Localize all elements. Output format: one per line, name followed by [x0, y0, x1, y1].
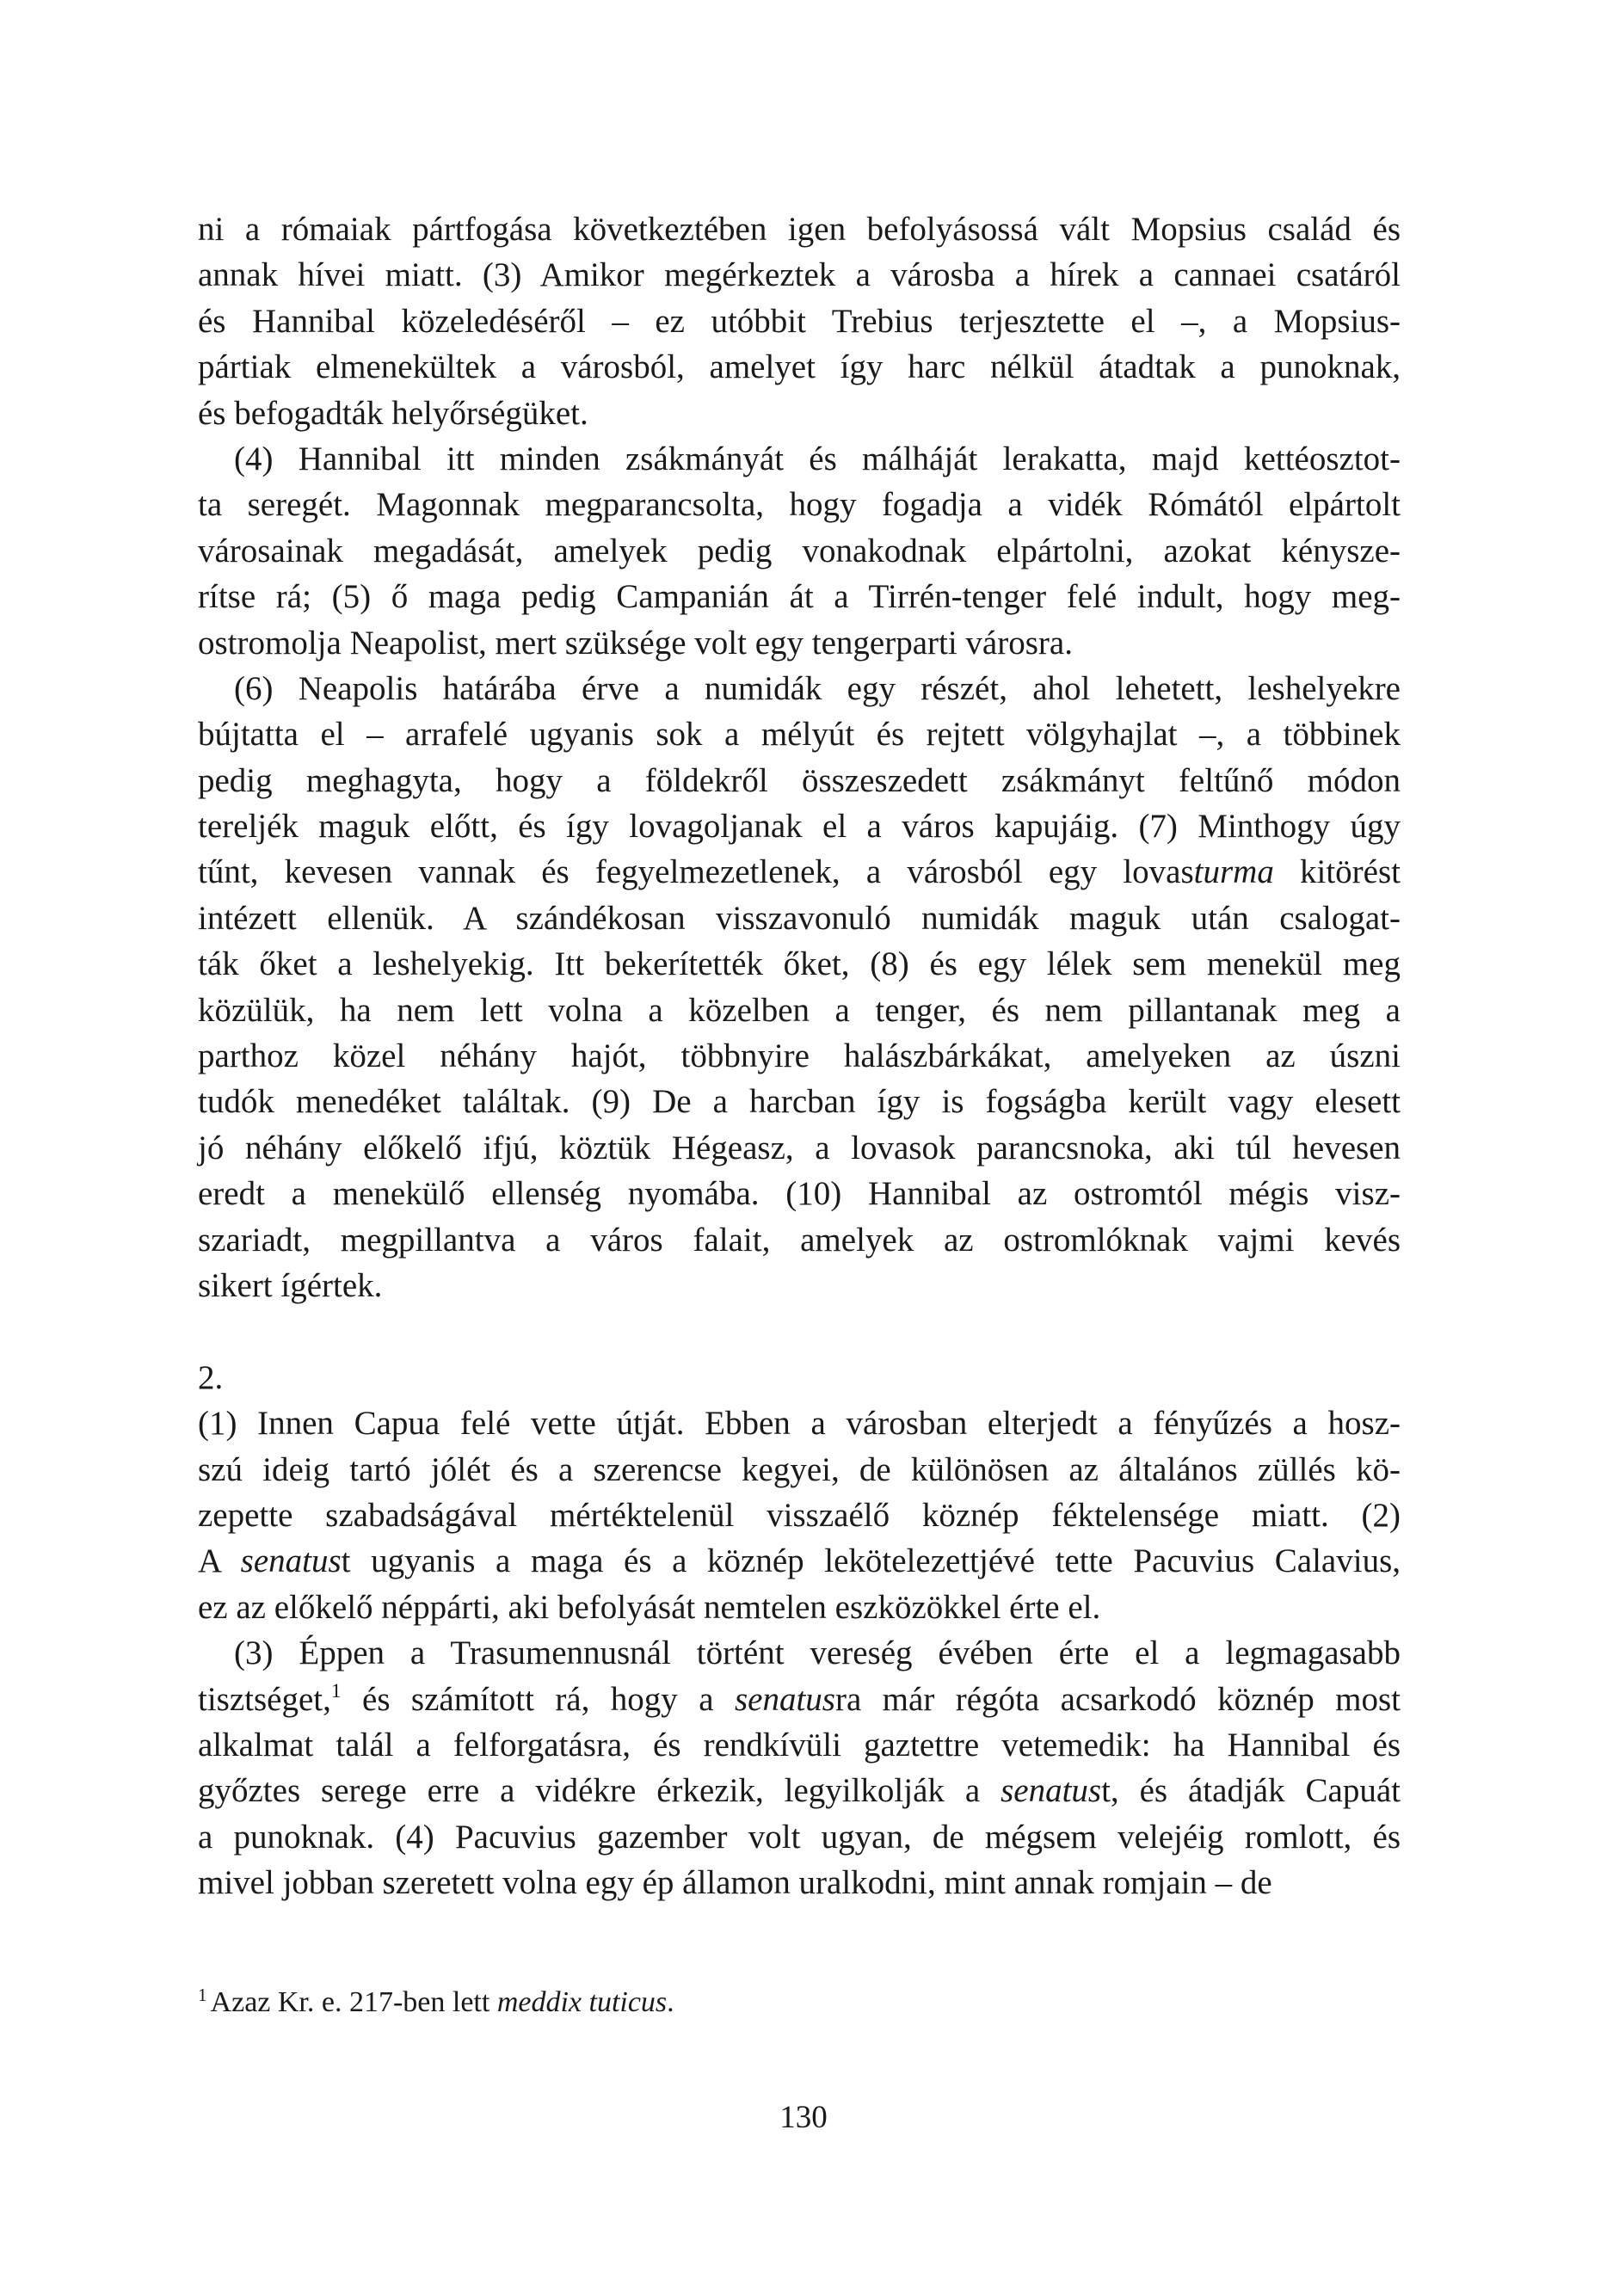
text-run: t ugyanis a maga és a köznép lekötelezettjévé tette Pacuvius Calavius, — [341, 1542, 1401, 1580]
text-line — [198, 1860, 1401, 1905]
text-line — [198, 252, 1401, 298]
text-run: intézett ellenük. A szándékosan visszavonuló numidák maguk után csalogat- — [198, 899, 1401, 937]
text-line — [198, 1171, 1401, 1216]
text-run: bújtatta el – arrafelé ugyanis sok a mélyút és rejtett völgyhajlat –, a többinek — [198, 716, 1401, 754]
text-run: tereljék maguk előtt, és így lovagoljanak el a város kapujáig. (7) Minthogy úgy — [198, 808, 1401, 846]
text-run: sikert ígértek. — [198, 1266, 383, 1304]
text-line — [198, 1768, 1401, 1813]
text-run: (1) Innen Capua felé vette útját. Ebben a városban elterjedt a fényűzés a hosz- — [198, 1405, 1401, 1443]
text-run: ra már régóta acsarkodó köznép most — [834, 1680, 1401, 1718]
text-run: a punoknak. (4) Pacuvius gazember volt ugyan, de mégsem velejéig romlott, és — [198, 1818, 1401, 1856]
text-line — [198, 1125, 1401, 1171]
text-line — [198, 1630, 1401, 1676]
text-line — [198, 206, 1401, 252]
text-run: szariadt, megpillantva a város falait, amelyek az ostromlóknak vajmi kevés — [198, 1221, 1401, 1259]
text-run: A — [198, 1542, 241, 1580]
text-run: rítse rá; (5) ő maga pedig Campanián át a Tirrén-tenger felé indult, hogy meg- — [198, 578, 1401, 616]
text-line — [198, 574, 1401, 619]
text-run: eredt a menekülő ellenség nyomába. (10) Hannibal az ostromtól mégis visz- — [198, 1175, 1401, 1213]
italic-term: senatus — [1001, 1772, 1102, 1810]
text-run: t, és átadják Capuát — [1101, 1772, 1401, 1810]
text-run: (6) Neapolis határába érve a numidák egy részét, ahol lehetett, leshelyekre — [234, 669, 1401, 707]
text-run: közülük, ha nem lett volna a közelben a tenger, és nem pillantanak meg a — [198, 991, 1401, 1029]
text-run: szú ideig tartó jólét és a szerencse kegyei, de különösen az általános züllés kö- — [198, 1450, 1401, 1488]
text-run: városainak megadását, amelyek pedig vonakodnak elpártolni, azokat kénysze- — [198, 532, 1401, 569]
text-line — [198, 803, 1401, 849]
text-run: mivel jobban szeretett volna egy ép államon uralkodni, mint annak romjain – de — [198, 1864, 1272, 1902]
text-line — [198, 1079, 1401, 1124]
text-line — [198, 1538, 1401, 1584]
text-run: és számított rá, hogy a — [341, 1680, 735, 1718]
text-run: és befogadták helyőrségüket. — [198, 394, 588, 432]
paragraph — [198, 206, 1401, 436]
text-line — [198, 941, 1401, 987]
text-run: zepette szabadságával mértéktelenül visszaélő köznép féktelensége miatt. (2) — [198, 1496, 1401, 1534]
text-run: tűnt, kevesen vannak és fegyelmezetlenek, a városból egy lovas — [198, 853, 1194, 891]
text-run: (4) Hannibal itt minden zsákmányát és málháját lerakatta, majd kettéosztot- — [234, 440, 1401, 477]
text-run: ták őket a leshelyekig. Itt bekerítették őket, (8) és egy lélek sem menekül meg — [198, 945, 1401, 983]
paragraph — [198, 436, 1401, 666]
footnote — [198, 1983, 674, 2022]
body-text — [198, 206, 1401, 1905]
text-line — [198, 896, 1401, 941]
text-line — [198, 666, 1401, 711]
text-line — [198, 758, 1401, 803]
section-spacer — [198, 1308, 1401, 1354]
text-run: tisztséget, — [198, 1680, 331, 1718]
footnote-italic: meddix tuticus — [496, 1986, 668, 2018]
footnote-reference[interactable]: 1 — [330, 1679, 342, 1702]
text-run: tudók menedéket találtak. (9) De a harcban így is fogságba került vagy elesett — [198, 1083, 1401, 1121]
paragraph — [198, 1400, 1401, 1630]
text-run: annak hívei miatt. (3) Amikor megérkeztek a városba a hírek a cannaei csatáról — [198, 256, 1401, 294]
text-line — [198, 1217, 1401, 1263]
footnote-text: Azaz Kr. e. 217-ben lett — [210, 1986, 497, 2018]
text-line — [198, 1677, 1401, 1722]
text-line — [198, 1585, 1401, 1630]
text-run: ni a rómaiak pártfogása következtében igen befolyásossá vált Mopsius család és — [198, 211, 1401, 248]
text-line — [198, 482, 1401, 527]
text-line — [198, 988, 1401, 1033]
text-run: jó néhány előkelő ifjú, köztük Hégeasz, a lovasok parancsnoka, aki túl hevesen — [198, 1129, 1401, 1166]
text-run: pártiak elmenekültek a városból, amelyet így harc nélkül átadtak a punoknak, — [198, 348, 1401, 386]
text-line — [198, 1814, 1401, 1860]
paragraph — [198, 1630, 1401, 1905]
text-run: kitörést — [1273, 853, 1401, 891]
text-run: ez az előkelő néppárti, aki befolyását nemtelen eszközökkel érte el. — [198, 1588, 1101, 1626]
text-line — [198, 711, 1401, 757]
text-run: pedig meghagyta, hogy a földekről összeszedett zsákmányt feltűnő módon — [198, 761, 1401, 799]
text-run: ostromolja Neapolist, mert szüksége volt egy tengerparti városra. — [198, 624, 1073, 662]
text-line — [198, 849, 1401, 895]
text-line — [198, 1447, 1401, 1493]
italic-term: senatus — [734, 1680, 835, 1718]
paragraph — [198, 666, 1401, 1308]
text-line — [198, 1493, 1401, 1538]
text-line — [198, 344, 1401, 390]
italic-term: senatus — [240, 1542, 342, 1580]
page-number: 130 — [779, 2100, 828, 2135]
text-run: győztes serege erre a vidékre érkezik, legyilkolják a — [198, 1772, 1001, 1810]
italic-term: turma — [1193, 853, 1274, 891]
text-line — [198, 528, 1401, 574]
text-line — [198, 1033, 1401, 1079]
text-line — [198, 436, 1401, 482]
text-run: (3) Éppen a Trasumennusnál történt vereség évében érte el a legmagasabb — [234, 1634, 1401, 1672]
text-run: parthoz közel néhány hajót, többnyire halászbárkákat, amelyeken az úszni — [198, 1037, 1401, 1075]
footnote-mark: 1 — [198, 1985, 207, 2006]
footnote-end: . — [667, 1986, 674, 2018]
text-run: és Hannibal közeledéséről – ez utóbbit Trebius terjesztette el –, a Mopsius- — [198, 302, 1401, 340]
text-line — [198, 299, 1401, 344]
text-line — [198, 1722, 1401, 1768]
section-number: 2. — [198, 1358, 224, 1396]
text-line — [198, 1263, 1401, 1308]
text-line — [198, 1400, 1401, 1446]
text-run: ta seregét. Magonnak megparancsolta, hogy fogadja a vidék Rómától elpártolt — [198, 486, 1401, 524]
text-run: alkalmat talál a felforgatásra, és rendkívüli gaztettre vetemedik: ha Hannibal és — [198, 1726, 1401, 1764]
text-line — [198, 391, 1401, 436]
text-line — [198, 620, 1401, 666]
